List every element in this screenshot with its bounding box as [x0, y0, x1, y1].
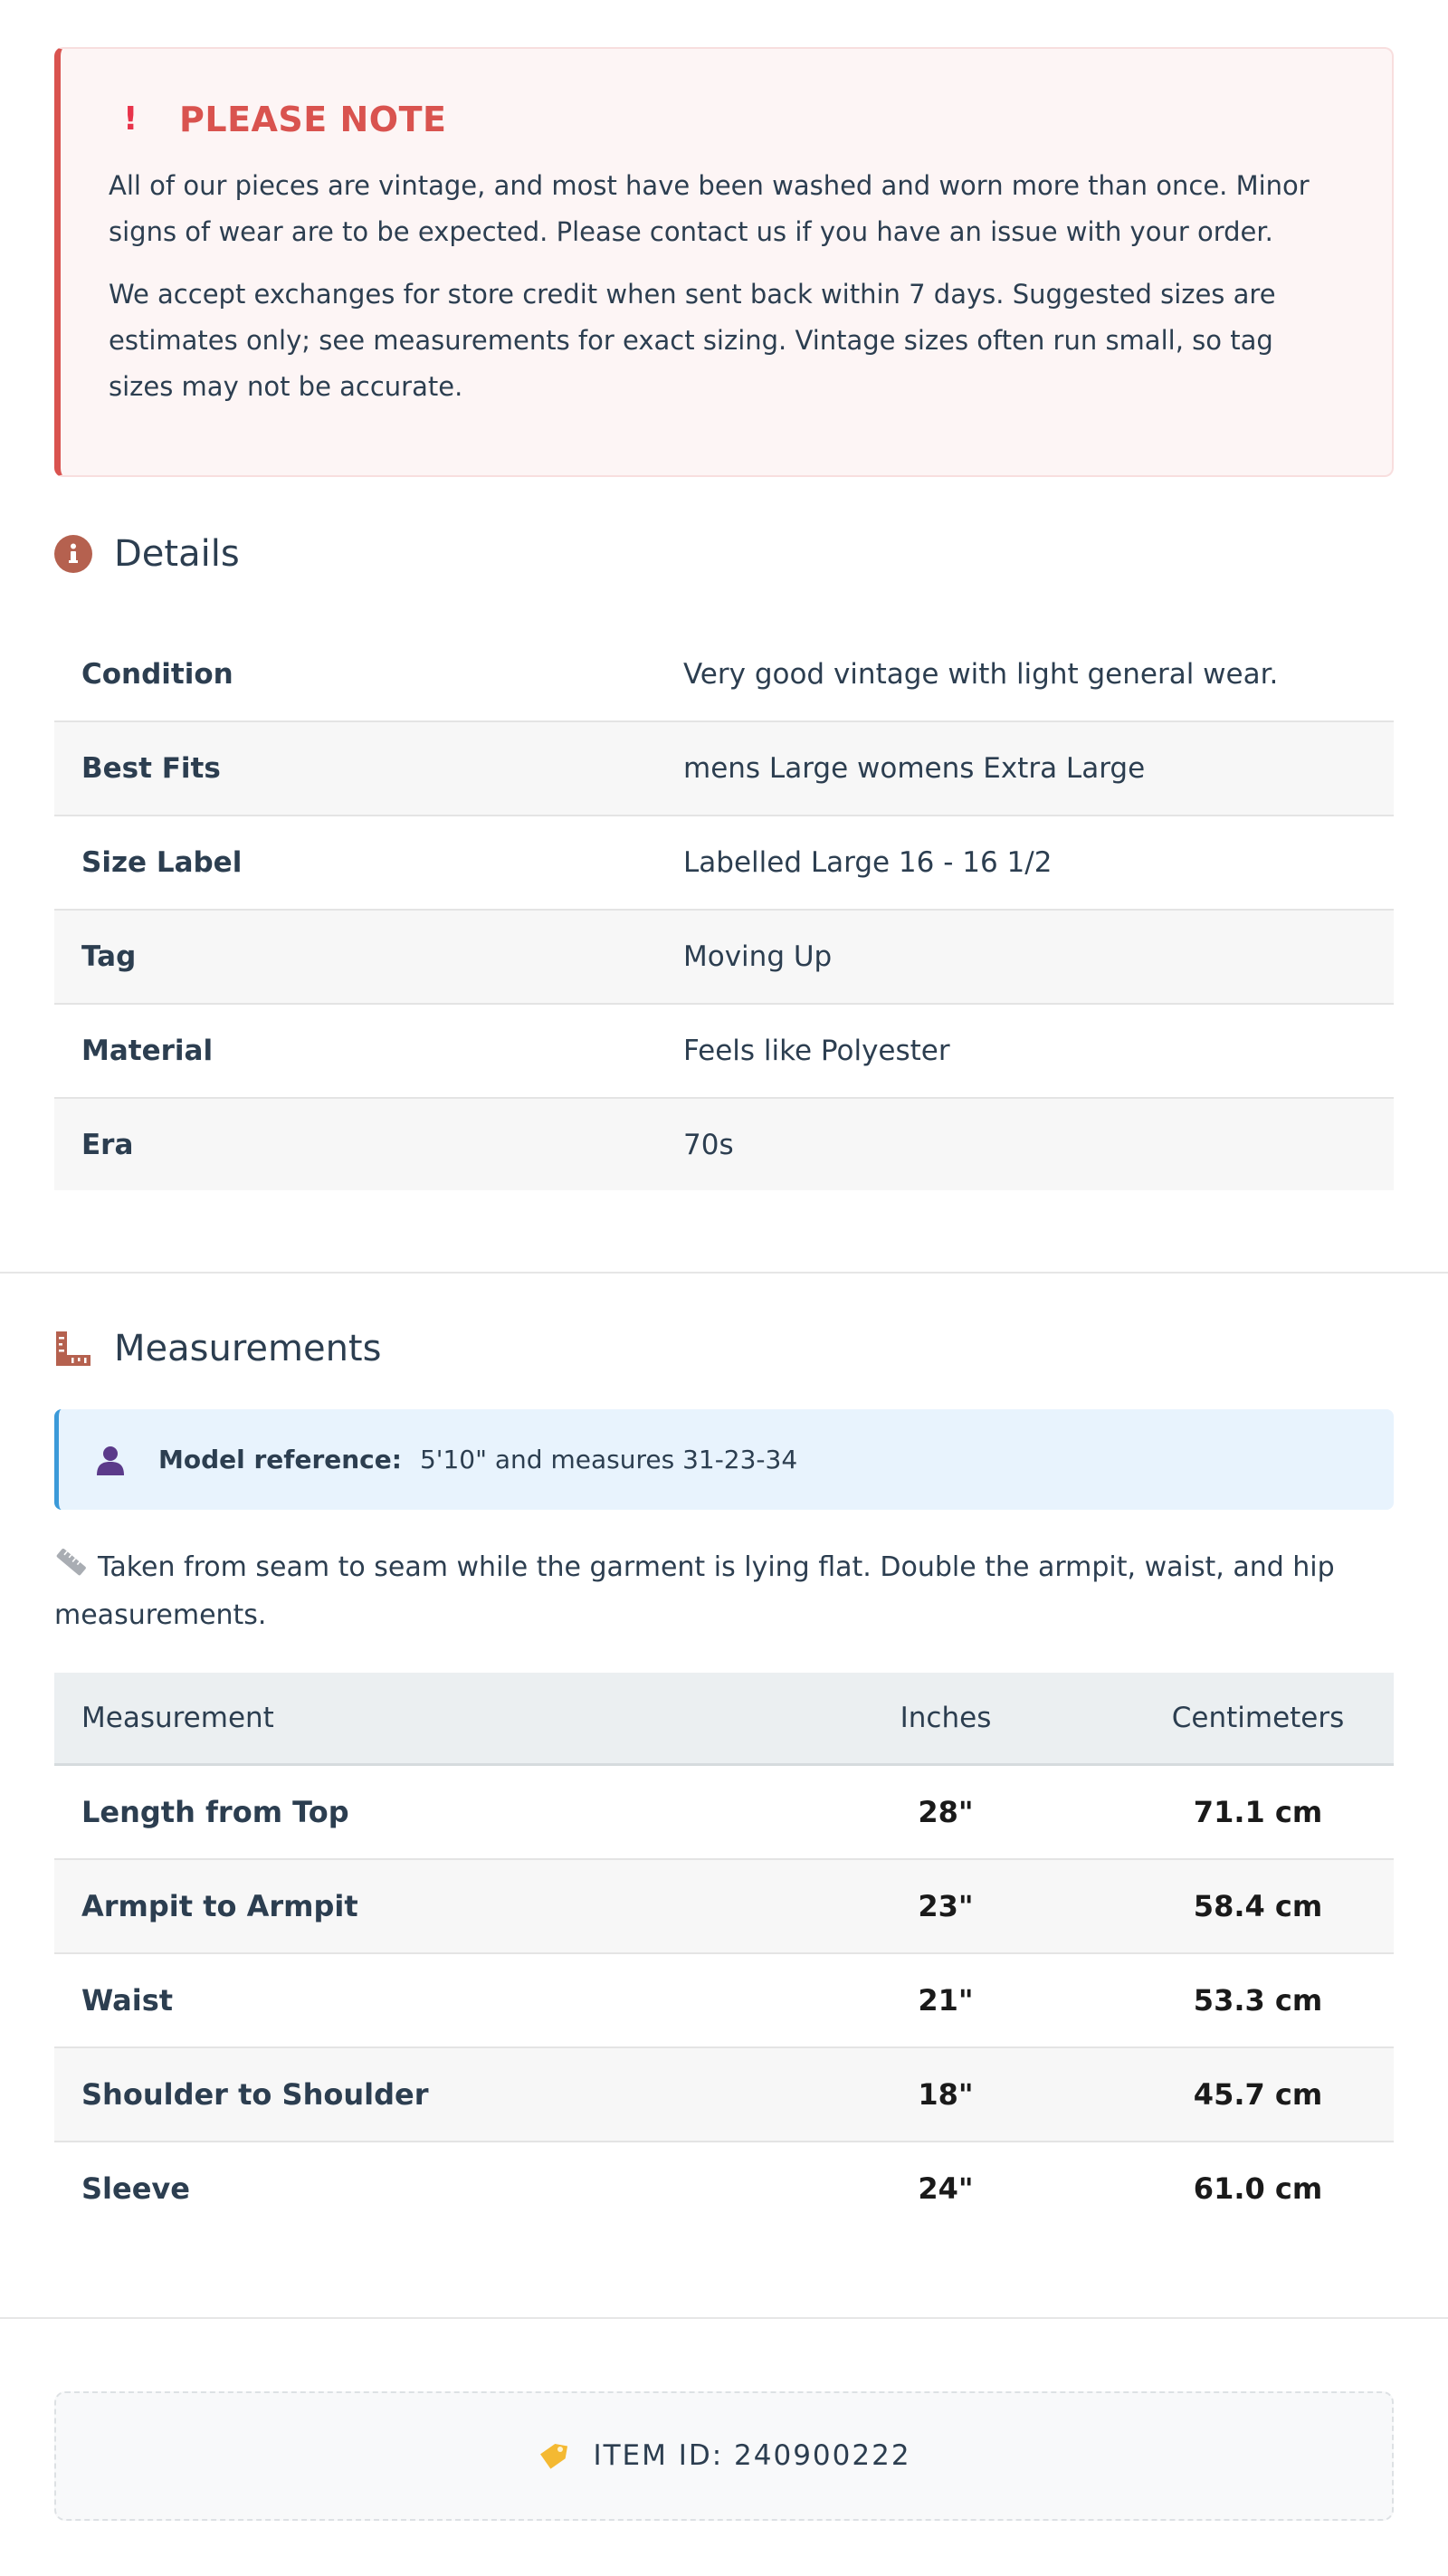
info-icon	[54, 535, 92, 573]
measurement-inches: 23"	[918, 1888, 974, 1923]
detail-label: Era	[81, 1128, 134, 1161]
details-title: Details	[114, 533, 240, 575]
measurement-inches: 28"	[918, 1794, 974, 1829]
measurement-cm: 61.0 cm	[1193, 2171, 1323, 2206]
column-header-measurement: Measurement	[81, 1701, 274, 1734]
model-reference-box	[54, 1409, 1394, 1510]
measurement-cm: 71.1 cm	[1193, 1794, 1323, 1829]
section-divider	[0, 2317, 1448, 2319]
please-note-box	[54, 47, 1394, 477]
column-header-centimeters: Centimeters	[1171, 1701, 1345, 1734]
measurement-name: Armpit to Armpit	[81, 1888, 358, 1923]
measurement-method-note	[54, 1544, 1394, 1638]
table-row	[54, 1098, 1394, 1190]
measurement-cm: 53.3 cm	[1193, 1982, 1323, 2018]
model-reference-value: 5'10" and measures 31-23-34	[419, 1445, 798, 1474]
measurement-cm: 45.7 cm	[1193, 2076, 1323, 2112]
table-row	[54, 721, 1394, 816]
table-row	[54, 1004, 1394, 1098]
measurement-inches: 24"	[918, 2171, 974, 2206]
tag-icon	[537, 2438, 571, 2473]
detail-value: Labelled Large 16 - 16 1/2	[683, 846, 1053, 879]
note-paragraph-1: All of our pieces are vintage, and most have been washed and worn more than once. Minor signs of wear are to be expected. Please contact us if you have an issue with your order.	[109, 170, 1310, 247]
exclamation-icon: !	[123, 100, 138, 138]
table-row	[54, 1765, 1394, 1859]
table-row	[54, 1953, 1394, 2047]
measurement-name: Sleeve	[81, 2171, 190, 2206]
note-header	[109, 100, 1345, 139]
item-id-box	[54, 2391, 1394, 2521]
note-paragraph-2: We accept exchanges for store credit when sent back within 7 days. Suggested sizes are estimates only; see measurements for exact sizing. Vintage sizes often run small, so tag sizes may not be accurate.	[109, 279, 1276, 402]
column-header-inches: Inches	[900, 1701, 992, 1734]
person-icon	[95, 1445, 131, 1475]
table-row	[54, 2142, 1394, 2236]
table-row	[54, 627, 1394, 721]
model-reference-label: Model reference:	[158, 1445, 402, 1474]
detail-label: Tag	[81, 940, 137, 973]
measurements-title: Measurements	[114, 1328, 382, 1369]
detail-label: Size Label	[81, 846, 243, 879]
table-row	[54, 2047, 1394, 2142]
details-header	[54, 533, 1394, 575]
detail-value: 70s	[683, 1128, 734, 1161]
ruler-small-icon	[54, 1545, 87, 1592]
detail-value: Feels like Polyester	[683, 1035, 950, 1067]
detail-value: Moving Up	[683, 940, 833, 973]
measurement-name: Waist	[81, 1982, 174, 2018]
table-row	[54, 1859, 1394, 1953]
measurements-table	[54, 1673, 1394, 2236]
details-section	[54, 533, 1394, 1190]
table-row	[54, 816, 1394, 910]
detail-label: Best Fits	[81, 752, 221, 785]
detail-label: Material	[81, 1035, 214, 1067]
measurement-method-text: Taken from seam to seam while the garment is lying flat. Double the armpit, waist, and hip measurements.	[54, 1551, 1335, 1631]
measurements-section	[0, 1274, 1448, 2236]
details-table	[54, 627, 1394, 1190]
note-title: PLEASE NOTE	[179, 100, 447, 139]
measurement-inches: 21"	[918, 1982, 974, 2018]
measurement-name: Shoulder to Shoulder	[81, 2076, 429, 2112]
detail-value: Very good vintage with light general wear.	[683, 657, 1279, 691]
table-header-row	[54, 1673, 1394, 1765]
detail-value: mens Large womens Extra Large	[683, 752, 1146, 785]
table-row	[54, 910, 1394, 1004]
detail-label: Condition	[81, 657, 233, 691]
measurement-name: Length from Top	[81, 1794, 349, 1829]
item-id-label: ITEM ID: 240900222	[593, 2439, 911, 2472]
measurement-cm: 58.4 cm	[1193, 1888, 1323, 1923]
ruler-icon	[54, 1330, 92, 1368]
measurement-inches: 18"	[918, 2076, 974, 2112]
measurements-header	[54, 1328, 1394, 1369]
